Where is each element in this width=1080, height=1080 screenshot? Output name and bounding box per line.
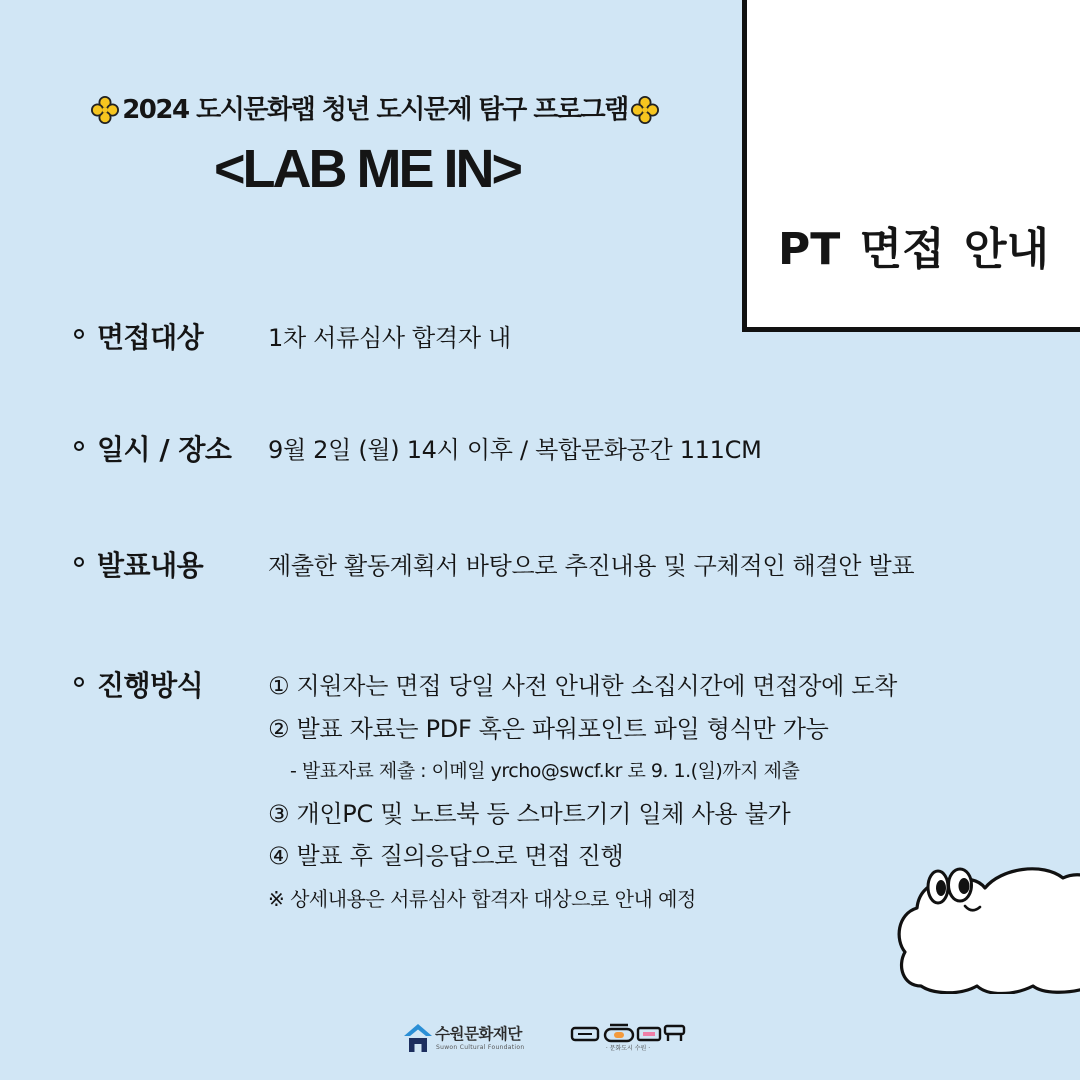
program-subtitle: 2024 도시문화랩 청년 도시문제 탐구 프로그램 <box>122 95 628 125</box>
suwon-foundation-logo-icon <box>403 1021 433 1053</box>
section-label: 면접대상 <box>97 321 204 354</box>
culture-city-logo-caption: · 문화도시 수원 · <box>605 1045 651 1052</box>
ring-bullet-icon <box>74 329 84 339</box>
process-step: ① 지원자는 면접 당일 사전 안내한 소집시간에 면접장에 도착 <box>268 672 898 700</box>
notice-title: PT 면접 안내 <box>778 224 1049 275</box>
cloud-mascot-icon <box>893 848 1080 994</box>
section-value: 제출한 활동계획서 바탕으로 추진내용 및 구체적인 해결안 발표 <box>268 552 915 580</box>
process-step: ② 발표 자료는 PDF 혹은 파워포인트 파일 형식만 가능 <box>268 714 829 743</box>
section-interview-target <box>0 318 1080 358</box>
process-step: ④ 발표 후 질의응답으로 면접 진행 <box>268 842 624 870</box>
program-subtitle-row <box>60 90 690 130</box>
section-value: 1차 서류심사 합격자 내 <box>268 324 511 352</box>
program-title: <LAB ME IN> <box>213 139 521 199</box>
section-label: 일시 / 장소 <box>97 433 232 466</box>
section-presentation-content <box>0 546 1080 586</box>
notice-box <box>742 0 1080 332</box>
foundation-logo-subtitle: Suwon Cultural Foundation <box>436 1044 525 1051</box>
footnote: ※ 상세내용은 서류심사 합격자 대상으로 안내 예정 <box>268 886 696 911</box>
ring-bullet-icon <box>74 557 84 567</box>
section-value: 9월 2일 (월) 14시 이후 / 복합문화공간 111CM <box>268 436 762 464</box>
section-label: 진행방식 <box>97 669 204 702</box>
section-label: 발표내용 <box>97 549 204 582</box>
process-steps-list <box>268 665 968 920</box>
flower-icon <box>629 94 661 126</box>
flower-icon <box>89 94 121 126</box>
submission-note: - 발표자료 제출 : 이메일 yrcho@swcf.kr 로 9. 1.(일)까지 제출 <box>290 760 800 782</box>
ring-bullet-icon <box>74 677 84 687</box>
ring-bullet-icon <box>74 441 84 451</box>
foundation-logo-name: 수원문화재단 <box>435 1025 522 1043</box>
culture-city-suwon-logo-icon <box>570 1022 686 1044</box>
process-step: ③ 개인PC 및 노트북 등 스마트기기 일체 사용 불가 <box>268 799 791 828</box>
section-date-place <box>0 430 1080 470</box>
